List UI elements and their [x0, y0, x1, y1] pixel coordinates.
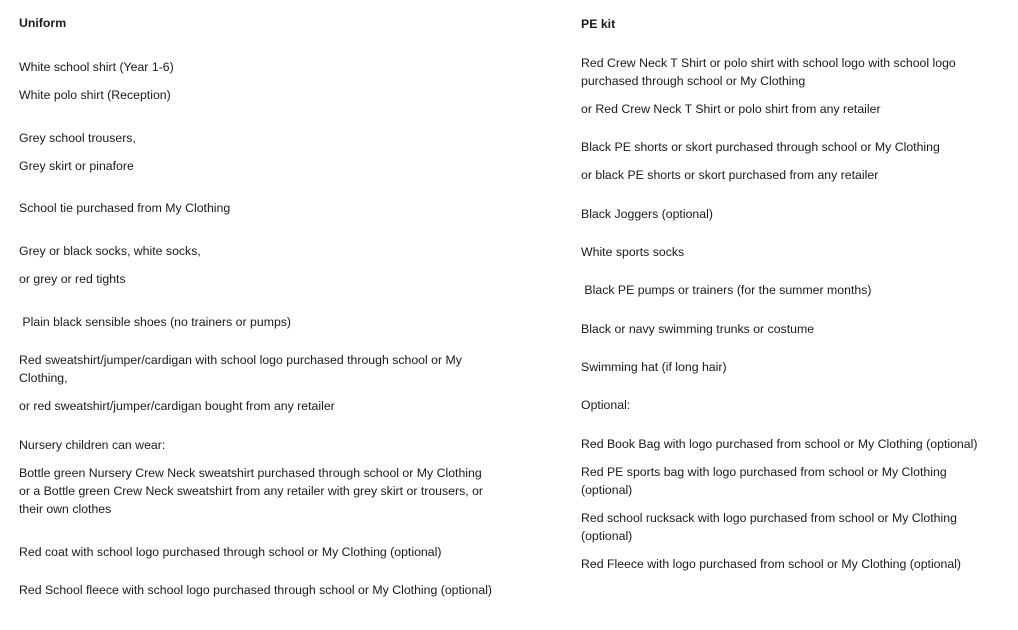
pe-kit-item: Black PE shorts or skort purchased through school or My Clothing	[581, 140, 940, 154]
uniform-item: Grey skirt or pinafore	[19, 159, 134, 173]
uniform-item: Red sweatshirt/jumper/cardigan with school logo purchased through school or My Clothing,	[19, 353, 466, 385]
uniform-item: White polo shirt (Reception)	[19, 88, 171, 102]
pe-kit-item: Red Crew Neck T Shirt or polo shirt with school logo with school logo purchased through school or My Clothing	[581, 56, 960, 88]
pe-kit-item: Swimming hat (if long hair)	[581, 360, 727, 374]
uniform-heading: Uniform	[19, 16, 67, 30]
uniform-item: Grey school trousers,	[19, 131, 136, 145]
pe-kit-item: Red Fleece with logo purchased from school or My Clothing (optional)	[581, 557, 962, 571]
pe-kit-item: Black or navy swimming trunks or costume	[581, 322, 815, 336]
pe-kit-heading: PE kit	[581, 17, 616, 31]
uniform-item: Plain black sensible shoes (no trainers or pumps)	[19, 315, 292, 329]
pe-kit-item: Black Joggers (optional)	[581, 207, 713, 221]
uniform-item: White school shirt (Year 1-6)	[19, 60, 174, 74]
pe-kit-item: Optional:	[581, 398, 631, 412]
pe-kit-item: Red Book Bag with logo purchased from school or My Clothing (optional)	[581, 437, 978, 451]
pe-kit-item: White sports socks	[581, 245, 685, 259]
uniform-item: or red sweatshirt/jumper/cardigan bought from any retailer	[19, 399, 335, 413]
pe-kit-item: Red PE sports bag with logo purchased from school or My Clothing (optional)	[581, 465, 951, 497]
pe-kit-item: or black PE shorts or skort purchased from any retailer	[581, 168, 879, 182]
pe-kit-item: Red school rucksack with logo purchased from school or My Clothing (optional)	[581, 511, 961, 543]
uniform-item: or grey or red tights	[19, 272, 126, 286]
pe-kit-item: Black PE pumps or trainers (for the summer months)	[581, 283, 872, 297]
uniform-item: Red School fleece with school logo purchased through school or My Clothing (optional)	[19, 583, 493, 597]
uniform-item: Grey or black socks, white socks,	[19, 244, 201, 258]
uniform-item: School tie purchased from My Clothing	[19, 201, 231, 215]
pe-kit-item: or Red Crew Neck T Shirt or polo shirt from any retailer	[581, 102, 881, 116]
uniform-item: Bottle green Nursery Crew Neck sweatshirt purchased through school or My Clothing or a Bottle green Crew Neck sweatshirt from any retailer with grey skirt or trousers, or their own clothes	[19, 466, 496, 516]
uniform-item: Red coat with school logo purchased through school or My Clothing (optional)	[19, 545, 442, 559]
uniform-item: Nursery children can wear:	[19, 438, 166, 452]
